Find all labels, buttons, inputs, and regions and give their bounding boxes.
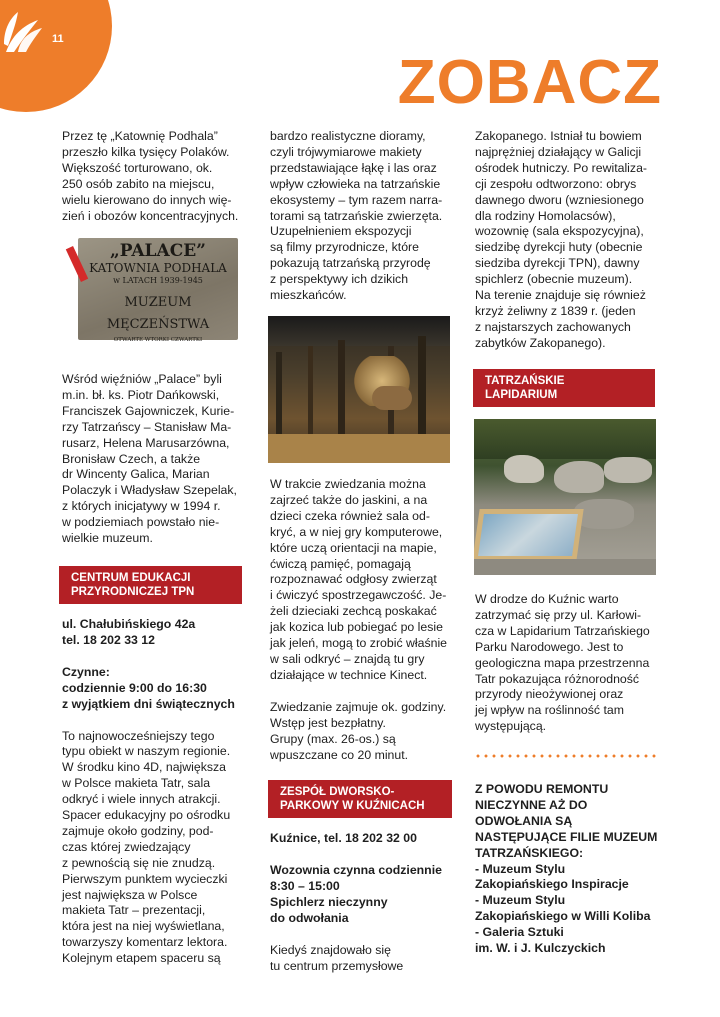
paragraph: W trakcie zwiedzania można zajrzeć także do jaskini, a na dzieci czeka również sala od- kryć, a w niej gry komputerowe, które uczą orientacji na mapie, ćwiczą pamięć, pomagają rozpoznawać odgłosy zwierząt i ćwiczyć spostrzegawczość. Je- żeli dzieciaki zechcą poskakać jak kozica lub pobiegać po lesie jak jeleń, mogą to zrobić właśnie w sali odkryć – znajdą tu gry działające w technice Kinect. bbox=[270, 477, 448, 682]
section-band-lapidarium: TATRZAŃSKIE LAPIDARIUM bbox=[473, 369, 655, 407]
paragraph: To najnowocześniejszy tego typu obiekt w naszym regionie. W środku kino 4D, największa w Polsce makieta Tatr, sala odkryć i wiele innych atrakcji. Spacer edukacyjny po ośrodku zajmuje około godziny, pod- czas której zwiedzający z pewnością się nie znudzą. Pierwszym punktem wycieczki jest największa w Polsce makieta Tatr – prezentacji, która jest na niej wyświetlana, towarzyszy komentarz lektora. Kolejnym etapem spaceru są bbox=[62, 728, 231, 966]
opening-hours: Czynne: codziennie 9:00 do 16:30 z wyjątkiem dni świątecznych bbox=[62, 664, 235, 711]
paragraph: Kiedyś znajdowało się tu centrum przemysłowe bbox=[270, 942, 404, 973]
palace-sign-photo bbox=[60, 236, 241, 342]
column-1 bbox=[62, 129, 242, 224]
paragraph: W drodze do Kuźnic warto zatrzymać się przy ul. Karłowi- cza w Lapidarium Tatrzańskiego Parku Narodowego. Jest to geologiczna mapa przestrzenna Tatr pokazująca różnorodność przyrody nieożywionej oraz jej wpływ na roślinność tam występującą. bbox=[475, 592, 650, 734]
column-2 bbox=[270, 129, 452, 304]
paragraph: Przez tę „Katownię Podhala” przeszło kilka tysięcy Polaków. Większość torturowano, ok. 250 osób zabito na miejscu, wielu kierowano do innych wię- zień i obozów koncentracyjnych. bbox=[62, 129, 239, 223]
address: ul. Chałubińskiego 42a tel. 18 202 33 12 bbox=[62, 616, 196, 647]
paragraph: Wśród więźniów „Palace” byli m.in. bł. ks. Piotr Dańkowski, Franciszek Gajowniczek, Kurie- rzy Tatrzańscy – Stanisław Ma- rusarz, Helena Marusarzówna, Bronisław Czech, a także dr Wincenty Galica, Marian Polaczyk i Władysław Szepelak, z których inicjatywy w 1994 r. w podziemiach powstało nie- wielkie muzeum. bbox=[62, 372, 237, 546]
column-2-lower bbox=[270, 477, 454, 975]
page-number: 11 bbox=[52, 33, 64, 45]
dotted-divider bbox=[474, 754, 656, 758]
lapidarium-photo bbox=[474, 419, 656, 575]
column-3 bbox=[475, 129, 661, 407]
column-3-lower bbox=[475, 592, 661, 735]
address: Kuźnice, tel. 18 202 32 00 bbox=[270, 831, 417, 846]
closure-notice: Z POWODU REMONTU NIECZYNNE AŻ DO ODWOŁANIA SĄ NASTĘPUJĄCE FILIE MUZEUM TATRZAŃSKIEGO: - Muzeum Stylu Zakopiańskiego Inspiracje - Muzeum Stylu Zakopiańskiego w Willi Koliba - Galeria Sztuki im. W. i J. Kulczyckich bbox=[475, 782, 658, 956]
section-band-kuznice: ZESPÓŁ DWORSKO- PARKOWY W KUŹNICACH bbox=[268, 780, 452, 818]
deer-figure bbox=[372, 386, 412, 410]
column-1-lower bbox=[62, 372, 244, 967]
sign-text: „PALACE” KATOWNIA PODHALA w LATACH 1939-1945 MUZEUM MĘCZEŃSTWA OTWARTE WTORKI CZWARTKI bbox=[89, 241, 227, 342]
paragraph: Zwiedzanie zajmuje ok. godziny. Wstęp jest bezpłatny. Grupy (max. 26-os.) są wpuszczane co 20 minut. bbox=[270, 699, 447, 762]
paragraph: bardzo realistyczne dioramy, czyli trójwymiarowe makiety przedstawiające łąkę i las oraz wpływ człowieka na tatrzańskie ekosystemy – tym razem narra- torami są tatrzańskie zwierzęta. Uzupełnieniem ekspozycji są filmy przyrodnicze, które pokazują tatrzańską przyrodę z perspektywy ich dzikich mieszkańców. bbox=[270, 129, 443, 303]
map-board bbox=[474, 509, 584, 561]
paragraph: Zakopanego. Istniał tu bowiem najprężniej działający w Galicji ośrodek hutniczy. Po rewitaliza- cji zespołu odtworzono: obrys dawnego dworu (wzniesionego dla rodziny Homolacsów), wozownię (sala ekspozycyjna), siedzibę dyrekcji huty (obecnie siedziba dyrekcji TPN), dawny spichlerz (obecnie muzeum). Na terenie znajduje się również krzyż żeliwny z 1839 r. (jeden z najstarszych zachowanych zabytków Zakopanego). bbox=[475, 129, 648, 350]
corner-decoration bbox=[0, 0, 112, 112]
page-title: ZOBACZ bbox=[397, 48, 662, 117]
diorama-photo bbox=[268, 316, 450, 463]
section-band-centrum: CENTRUM EDUKACJI PRZYRODNICZEJ TPN bbox=[59, 566, 242, 604]
leaf-logo-icon bbox=[0, 0, 56, 56]
opening-hours: Wozownia czynna codziennie 8:30 – 15:00 Spichlerz nieczynny do odwołania bbox=[270, 863, 442, 926]
